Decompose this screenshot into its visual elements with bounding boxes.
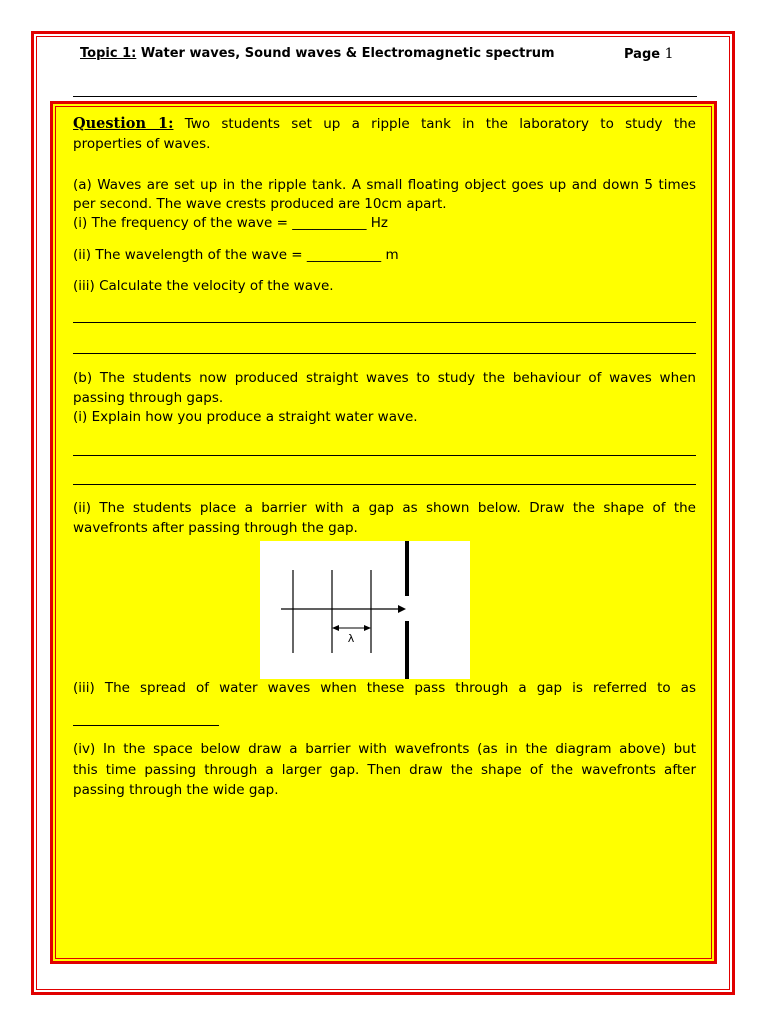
question-label: Question 1: — [73, 115, 174, 132]
answer-line[interactable] — [73, 484, 696, 485]
part-b-ii-line2: wavefronts after passing through the gap. — [73, 520, 358, 536]
part-a-iii: (iii) Calculate the velocity of the wave. — [73, 278, 334, 294]
answer-blank[interactable] — [73, 725, 219, 726]
wavelength-arrow-left-head — [332, 625, 339, 631]
topic-label: Topic 1: — [80, 46, 137, 61]
answer-line[interactable] — [73, 322, 696, 323]
page-indicator — [624, 46, 674, 62]
part-a-i: (i) The frequency of the wave = ___________ Hz — [73, 215, 389, 231]
topic-title: Water waves, Sound waves & Electromagnetic spectrum — [140, 46, 555, 61]
wavelength-arrow-right-head — [364, 625, 371, 631]
part-b-line1: (b) The students now produced straight waves to study the behaviour of waves when — [73, 370, 696, 386]
wavelength-label: λ — [347, 632, 355, 645]
direction-arrow-head — [398, 605, 406, 613]
part-b-iii-line1: (iii) The spread of water waves when these pass through a gap is referred to as — [73, 680, 696, 696]
part-b-ii-line1: (ii) The students place a barrier with a gap as shown below. Draw the shape of the — [73, 500, 696, 516]
barrier-top — [405, 541, 409, 596]
question-intro-line1 — [73, 114, 696, 135]
part-a-line1: (a) Waves are set up in the ripple tank. A small floating object goes up and down 5 times — [73, 177, 696, 193]
answer-line[interactable] — [73, 455, 696, 456]
part-b-iv-line2: this time passing through a larger gap. Then draw the shape of the wavefronts after — [73, 762, 696, 778]
question-intro-text: Two students set up a ripple tank in the laboratory to study the — [184, 116, 696, 132]
header-divider — [73, 96, 697, 97]
page-header — [80, 46, 700, 61]
part-a-ii: (ii) The wavelength of the wave = ___________ m — [73, 247, 399, 263]
part-a-line2: per second. The wave crests produced are 10cm apart. — [73, 196, 447, 212]
part-b-iv-line1: (iv) In the space below draw a barrier with wavefronts (as in the diagram above) but — [73, 741, 696, 757]
ripple-tank-diagram — [260, 541, 470, 679]
page-label: Page — [624, 47, 661, 62]
answer-line[interactable] — [73, 353, 696, 354]
barrier-bottom — [405, 621, 409, 679]
page-number: 1 — [664, 46, 674, 62]
question-intro-line2: properties of waves. — [73, 136, 211, 152]
part-b-i: (i) Explain how you produce a straight water wave. — [73, 409, 418, 425]
part-b-line2: passing through gaps. — [73, 390, 224, 406]
wavefront-diagram-svg — [260, 541, 470, 679]
part-b-iv-line3: passing through the wide gap. — [73, 782, 279, 798]
